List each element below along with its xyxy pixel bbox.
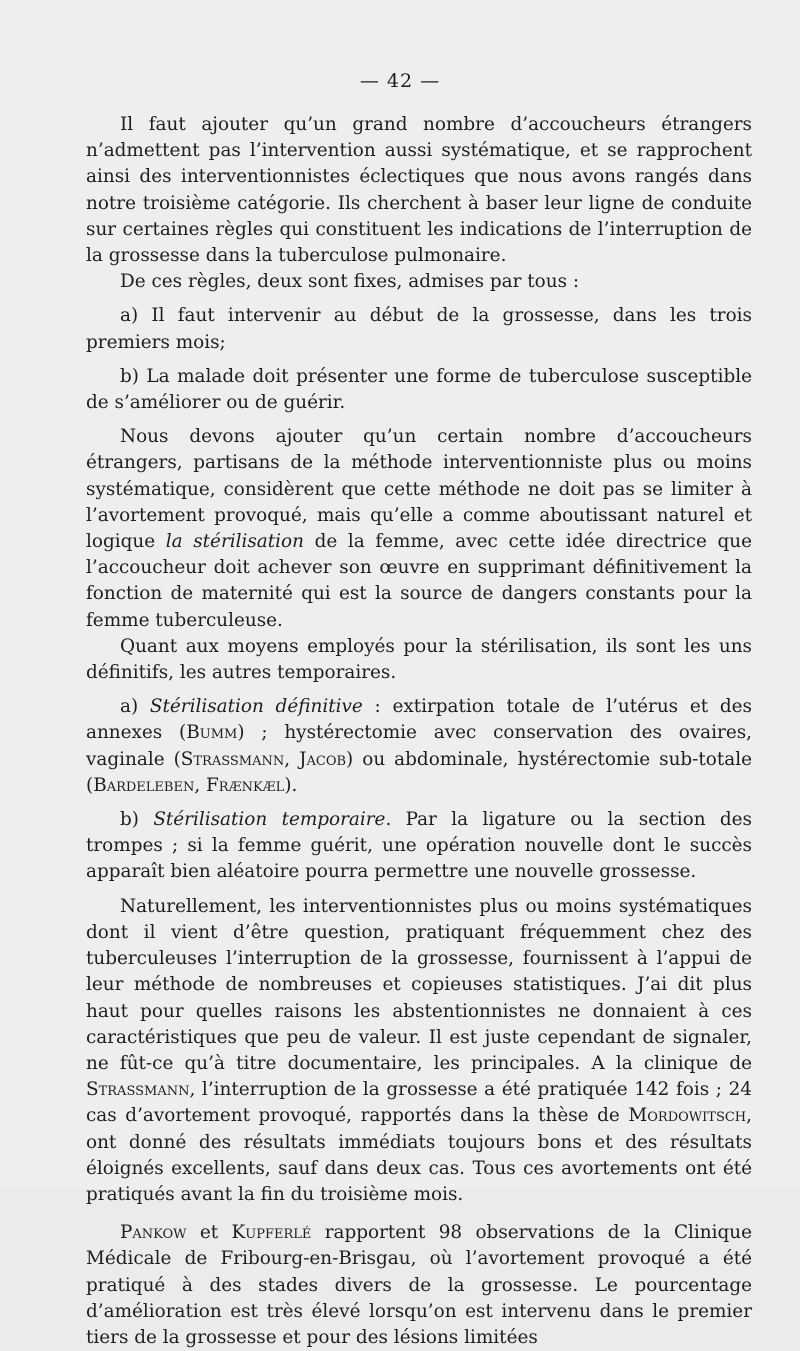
- text-run: ) ou abdominale, hystérectomie sub-totale (: [86, 748, 752, 796]
- text-run: ) ; hystérectomie avec conservation des ovaires, vaginale (: [86, 722, 752, 770]
- text-run: . Par la ligature ou la section des trompes ; si la femme guérit, une opération nouvelle dont le succès apparaît bien aléatoire pourra permettre une nouvelle grossesse.: [86, 809, 752, 883]
- paragraph-2: De ces règles, deux sont fixes, admises par tous :: [120, 271, 580, 293]
- author-name: Mordowitsch: [628, 1105, 747, 1127]
- paragraph-rule-a: a) Il faut intervenir au début de la grossesse, dans les trois premiers mois;: [86, 305, 752, 353]
- author-name: Pankow: [120, 1222, 187, 1244]
- body-text: [86, 112, 752, 1351]
- emphasis: Stérilisation temporaire: [153, 809, 386, 831]
- paragraph-statistics: [86, 894, 752, 1208]
- text-run: Nous devons ajouter qu’un certain nombre d’accoucheurs étrangers, partisans de la méthode interventionniste plus ou moins systématique, considèrent que cette méthode ne doit pas se limiter à l’avortement provoqué, mais qu’elle a comme aboutissant naturel et logique: [86, 426, 752, 553]
- text-run: a): [120, 696, 150, 718]
- paragraph-1: Il faut ajouter qu’un grand nombre d’accoucheurs étrangers n’admettent pas l’intervention aussi systématique, et se rapprochent ainsi des interventionnistes éclectiques que nous avons rangés dans notre troisième catégorie. Ils cherchent à baser leur ligne de conduite sur certaines règles qui constituent les indications de l’interruption de la grossesse dans la tuberculose pulmonaire.: [86, 114, 752, 267]
- page-number: — 42 —: [359, 70, 441, 92]
- text-run: Naturellement, les interventionnistes plus ou moins systématiques dont il vient d’être question, pratiquant fréquemment chez des tuberculeuses l’interruption de la grossesse, fournissent à l’appui de leur méthode de nombreuses et copieuses statistiques. J’ai dit plus haut pour quelles raisons les abstentionnistes ne donnaient à ces caractéristiques que peu de valeur. Il est juste cependant de signaler, ne fût-ce qu’à titre documentaire, les principales. A la clinique de: [86, 895, 752, 1074]
- author-name: Kupferlé: [231, 1222, 312, 1244]
- paragraph-pankow: [86, 1220, 752, 1351]
- paragraph-means: Quant aux moyens employés pour la stérilisation, ils sont les uns définitifs, les autres temporaires.: [86, 635, 752, 684]
- text-run: rapportent 98 observations de la Clinique Médicale de Fribourg-en-Brisgau, où l’avortement provoqué a été pratiqué à des stades divers de la grossesse. Le pourcentage d’amélioration est très élevé lorsqu’on est intervenu dans le premier tiers de la grossesse et pour des lésions limitées: [86, 1222, 753, 1348]
- emphasis: la stérilisation: [165, 531, 304, 553]
- paragraph-sterilisation: [86, 424, 752, 634]
- author-name: Strassmann, Jacob: [180, 748, 347, 770]
- text-run: : extirpation totale de l’utérus et des annexes (: [86, 696, 752, 744]
- text-run: , ont donné des résultats immédiats toujours bons et des résultats éloignés excellents, sauf dans deux cas. Tous ces avortements ont été pratiqués avant la fin du troisième mois.: [86, 1105, 752, 1205]
- author-name: Strassmann: [86, 1079, 190, 1101]
- text-run: , l’interruption de la grossesse a été pratiquée 142 fois ; 24 cas d’avortement provoqué, rapportés dans la thèse de: [86, 1079, 752, 1127]
- author-name: Bardeleben, Frænkæl: [93, 774, 285, 796]
- text-run: de la femme, avec cette idée directrice que l’accoucheur doit achever son œuvre en supprimant définitivement la fonction de maternité qui est la source de dangers constants pour la femme tuberculeuse.: [86, 531, 752, 631]
- text-run: ).: [284, 774, 298, 796]
- paragraph-sterilisation-temporaire: [86, 807, 752, 886]
- author-name: Bumm: [186, 722, 238, 744]
- paragraph-rule-b: b) La malade doit présenter une forme de tuberculose susceptible de s’améliorer ou de guérir.: [86, 365, 752, 414]
- emphasis: Stérilisation définitive: [149, 696, 363, 718]
- text-run: b): [120, 809, 154, 831]
- text-run: et: [186, 1222, 232, 1244]
- paragraph-sterilisation-definitive: [86, 694, 752, 799]
